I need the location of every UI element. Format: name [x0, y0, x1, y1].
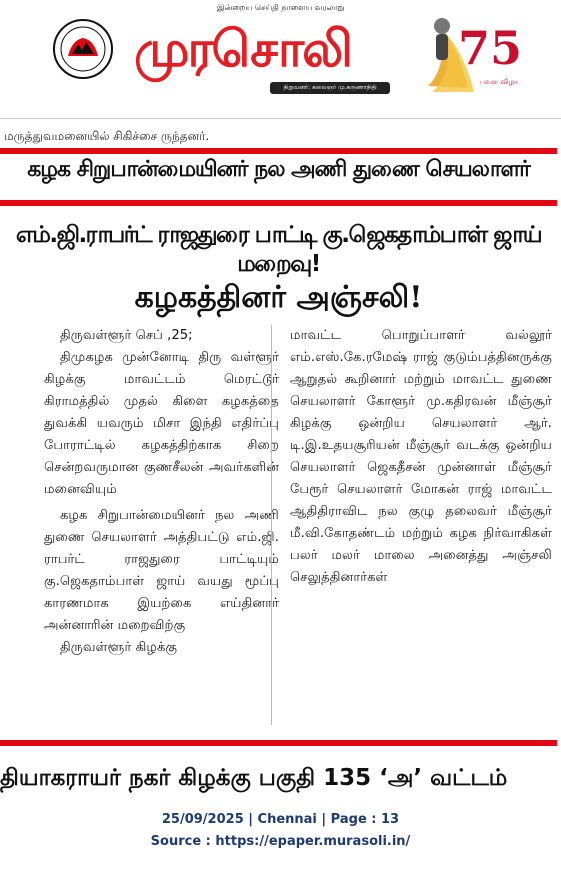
footer-source-link[interactable]: Source : https://epaper.murasoli.in/ [150, 834, 411, 849]
article-clip [0, 120, 561, 791]
party-emblem-icon [52, 18, 114, 80]
masthead [0, 0, 561, 110]
red-rule-2 [0, 200, 557, 206]
headline-1: கழக சிறுபான்மையினர் நல அணி துணை செயலாளர் [27, 156, 530, 182]
masthead-divider [0, 118, 561, 119]
badge-text: பவள விழா [480, 78, 518, 86]
article-column-1 [44, 325, 279, 659]
logo-text: முரசொலி [134, 20, 351, 78]
masthead-tagline: இன்றைய செய்தி நாளைய வரலாறு [216, 3, 345, 12]
article-column-2 [290, 325, 552, 589]
dateline: திருவள்ளூர் செப் ,25; [60, 328, 193, 343]
paragraph-1: திமுகழக முன்னோடி திரு வள்ளூர் கிழக்கு மாவட்டம் மெரட்டூர் கிராமத்தில் முதல் கிளை கழகத்தை துவக்கி யவரும் மிசா இந்தி எதிர்ப்பு போராட்டில் கழகத்திற்காக சிறை சென்றவருமான குணசீலன் அவர்களின் மனைவியும் [44, 350, 279, 497]
previous-article-tail: மருத்துவமனையில் சிகிச்சை ருந்தனர். [4, 129, 210, 143]
badge-number: 75 [458, 21, 523, 75]
red-rule-3 [0, 740, 557, 746]
paragraph-3: திருவள்ளூர் கிழக்கு [60, 640, 178, 655]
headline-3: கழகத்தினர் அஞ்சலி! [134, 280, 423, 315]
paragraph-2: கழக சிறுபான்மையினர் நல அணி துணை செயலாளர் அத்திபட்டு எம்.ஜி. ராபர்ட் ராஜதுரை பாட்டியும் கு.ஜெகதாம்பாள் ஜாய் வயது மூப்பு காரணமாக இயற்கை எய்தினார் அன்னாரின் மறைவிற்கு [44, 508, 279, 633]
column-divider [271, 325, 272, 725]
footer-date-line: 25/09/2025 | Chennai | Page : 13 [161, 812, 400, 827]
headline-2: எம்.ஜி.ராபர்ட் ராஜதுரை பாட்டி கு.ஜெகதாம்பாள் ஜாய் மறைவு! [15, 222, 542, 277]
next-article-heading: தியாகராயர் நகர் கிழக்கு பகுதி 135 ‘அ’ வட்டம் [0, 765, 508, 791]
anniversary-75-badge-icon [418, 6, 523, 98]
red-rule-1 [0, 148, 557, 154]
murasoli-logo [130, 16, 420, 78]
masthead-subline: நிறுவனர்: கலைஞர் மு.கருணாநிதி [270, 82, 390, 94]
paragraph-4: மாவட்ட பொறுப்பாளர் வல்லூர் எம்.எஸ்.கே.ரமேஷ் ராஜ் குடும்பத்தினருக்கு ஆறுதல் கூறினார் மற்றும் மாவட்ட துணை செயலாளர் கோளூர் மு.கதிரவன் மீஞ்சூர் கிழக்கு ஒன்றிய செயலாளர் ஆர். டி.இ.உதயசூரியன் மீஞ்சூர் வடக்கு ஒன்றிய செயலாளர் ஜெகதீசன் முன்னாள் மீஞ்சூர் பேரூர் செயலாளர் மோகன் ராஜ் மாவட்ட ஆதிதிராவிட நல குழு தலைவர் மீஞ்சூர் மீ.வி.கோதண்டம் மற்றும் கழக நிர்வாகிகள் பலர் மலர் மாலை அனைத்து அஞ்சலி செலுத்தினார்கள் [290, 328, 552, 585]
